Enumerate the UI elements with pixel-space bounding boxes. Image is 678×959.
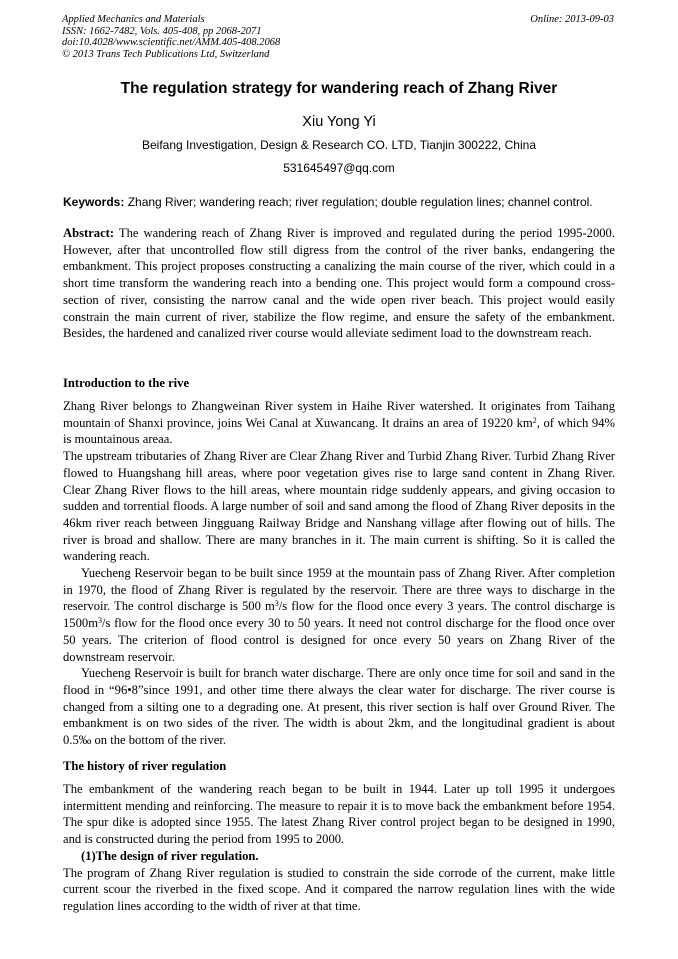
author-affiliation: Beifang Investigation, Design & Research CO. LTD, Tianjin 300222, China — [142, 138, 536, 152]
author-email[interactable]: 531645497@qq.com — [283, 161, 395, 175]
superscript: 3 — [274, 599, 279, 609]
doi-line[interactable]: doi:10.4028/www.scientific.net/AMM.405-408.2068 — [62, 37, 281, 48]
paper-title: The regulation strategy for wandering reach of Zhang River — [120, 80, 558, 97]
history-section — [63, 781, 615, 915]
issn-line: ISSN: 1662-7482, Vols. 405-408, pp 2068-2071 — [62, 25, 262, 37]
history-paragraph-2: The program of Zhang River regulation is studied to constrain the side corrode of the current, make little current scour the riverbed in the fixed scope. And it compared the narrow regulation lines with the wide regulation lines according to the width of river at that time. — [63, 865, 615, 913]
history-paragraph-1: The embankment of the wandering reach began to be built in 1944. Later up toll 1995 it undergoes intermittent mending and reinforcing. The measure to repair it is to move back the embankment before 1954. The spur dike is adopted since 1955. The latest Zhang River control project began to be designed in 1990, and is constructed during the period from 1995 to 2000. — [63, 782, 615, 847]
section-heading-history: The history of river regulation — [63, 759, 227, 773]
intro-paragraph-3 — [63, 565, 615, 665]
intro-p1-text-end: , of which 94% is mountainous areaa. — [63, 415, 615, 447]
abstract-label: Abstract: — [63, 226, 115, 240]
keywords-text: Zhang River; wandering reach; river regulation; double regulation lines; channel control. — [124, 195, 593, 209]
intro-p3-text-mid: /s flow for the flood once every 3 years. The control discharge is 1500m — [63, 599, 615, 631]
intro-paragraph-1 — [63, 398, 615, 448]
journal-header — [62, 14, 614, 60]
introduction-section — [63, 398, 615, 749]
keywords-label: Keywords: — [63, 195, 125, 209]
intro-p3-text-end: /s flow for the flood once every 30 to 50 years. It need not control discharge for the flood once over 50 years. The criterion of flood control is designed for once every 50 years on Zhang River of the downstream reservoir. — [63, 616, 615, 664]
intro-paragraph-4: Yuecheng Reservoir is built for branch water discharge. There are only once time for soil and sand in the flood in “96•8”since 1991, and other time there always the clear water for discharge. The river course is changed from a silting one to a degrading one. At present, this river section is half over Ground River. The embankment is on two sides of the river. The width is about 2km, and the longitudinal gradient is about 0.5‰ on the bottom of the river. — [63, 666, 615, 748]
superscript: 2 — [532, 415, 537, 425]
abstract — [63, 225, 615, 342]
online-date: Online: 2013-09-03 — [530, 14, 614, 25]
journal-name: Applied Mechanics and Materials — [62, 14, 205, 25]
abstract-text: The wandering reach of Zhang River is improved and regulated during the period 1995-2000. However, after that uncontrolled flow still digress from the control of the river banks, endangering the embankment. This project proposes constructing a canalizing the main course of the river, which could in a short time transform the wandering reach into a bending one. This project would form a compound cross-section of river, consisting the narrow canal and the wide open river beach. This project would easily constrain the main current of river, stabilize the flow regime, and ensure the safety of the embankment. Besides, the hardened and canalized river course would alleviate sediment load to the downstream reach. — [63, 226, 615, 341]
intro-p3-text: Yuecheng Reservoir began to be built since 1959 at the mountain pass of Zhang River. After completion in 1970, the flood of Zhang River is regulated by the reservoir. There are three ways to discharge in the reservoir. The control discharge is 500 m — [63, 566, 615, 614]
subsection-heading-design: (1)The design of river regulation. — [81, 848, 259, 863]
section-heading-introduction: Introduction to the rive — [63, 376, 190, 390]
author-name: Xiu Yong Yi — [302, 114, 376, 130]
superscript: 3 — [97, 616, 102, 626]
intro-p1-text: Zhang River belongs to Zhangweinan River system in Haihe River watershed. It originates from Taihang mountain of Shanxi province, joins Wei Canal at Xuwancang. It drains an area of 19220 km — [63, 399, 615, 430]
copyright-line: © 2013 Trans Tech Publications Ltd, Switzerland — [62, 48, 270, 60]
intro-paragraph-2: The upstream tributaries of Zhang River are Clear Zhang River and Turbid Zhang River. Turbid Zhang River flowed to Huangshang hill areas, where poor vegetation gives rise to large sand content in Zhang River. Clear Zhang River flows to the hill areas, where mountain ridge suddenly appears, and giving occasion to sudden and torrential floods. A large number of soil and sand among the flood of Zhang River deposits in the 46km river reach between Jingguang Railway Bridge and Nanshang village after flowing out of hills. The river is broad and shallow. There are many branches in it. The main current is shifting. So it is called the wandering reach. — [63, 449, 615, 564]
keywords — [63, 195, 615, 209]
